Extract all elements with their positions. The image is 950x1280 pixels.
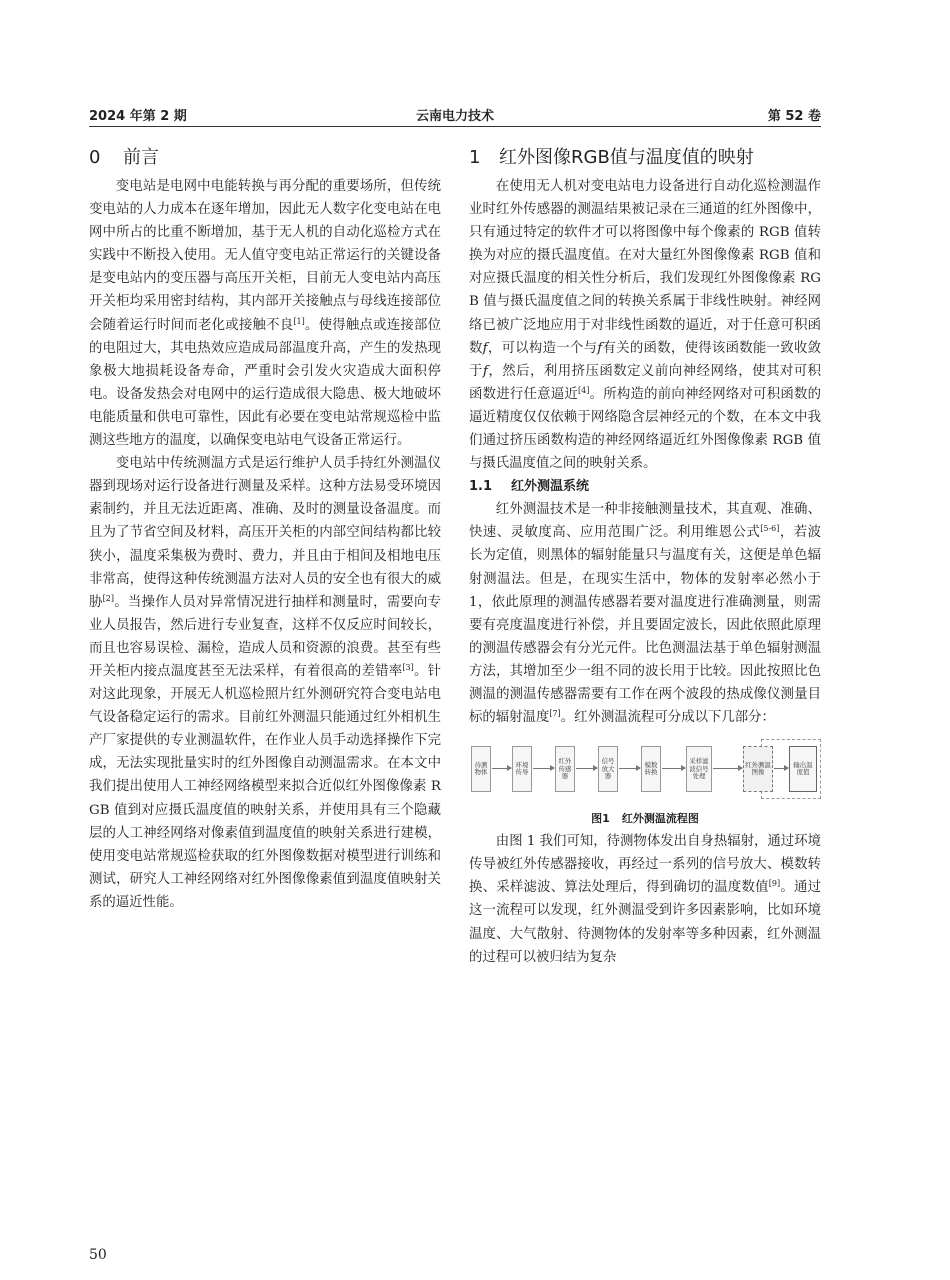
subsection-title: 红外测温系统 (511, 479, 590, 495)
section-number: 0 (89, 147, 101, 168)
citation: [9] (768, 879, 781, 889)
flow-box-image: 红外测温图像 (743, 746, 773, 792)
flow-box-filter: 采样滤波信号处理 (686, 746, 712, 792)
flow-arrow (662, 768, 685, 769)
subsection-1-1-heading (469, 475, 821, 498)
left-column (89, 140, 441, 914)
flow-arrow (533, 768, 554, 769)
flow-box-output: 输出温度值 (789, 746, 817, 792)
section-title: 红外图像RGB值与温度值的映射 (499, 147, 754, 168)
paragraph: 由图 1 我们可知，待测物体发出自身热辐射，通过环境传导被红外传感器接收，再经过一系列的信号放大、模数转换、采样滤波、算法处理后，得到确切的温度数值[9]。通过这一流程可以发现，红外测温受到许多因素影响，比如环境温度、大气散射、待测物体的发射率等多种因素，红外测温的过程可以被归结为复杂 (469, 834, 822, 965)
header-divider (89, 126, 821, 127)
citation: [1] (293, 316, 305, 326)
paragraph: 变电站是电网中电能转换与再分配的重要场所，但传统变电站的人力成本在逐年增加，因此无人数字化变电站在电网中所占的比重不断增加，基于无人机的自动化巡检方式在实践中不断投入使用。无人值守变电站正常运行的关键设备是变电站内的变压器与高压开关柜，目前无人变电站内高压开关柜均采用密封结构，其内部开关接触点与母线连接部位会随着运行时间而老化或接触不良[1]。使得触点或连接部位的电阻过大，其电热效应造成局部温度升高，产生的发热现象极大地损耗设备寿命，严重时会引发火灾造成大面积停电。设备发热会对电网中的运行造成很大隐患、极大地破坏电能质量和供电可靠性，因此有必要在变电站常规巡检中监测这些地方的温度，以确保变电站电气设备正常运行。 (89, 179, 442, 449)
citation: [2] (102, 593, 114, 603)
citation: [4] (578, 385, 590, 395)
citation: [5-6] (760, 524, 780, 534)
flow-box-environment: 环境传导 (512, 746, 532, 792)
flow-box-amplifier: 信号放大器 (598, 746, 618, 792)
figure-label: 图1 (591, 812, 610, 826)
section-number: 1 (469, 147, 481, 168)
figure-caption (469, 808, 821, 830)
flow-arrow (576, 768, 597, 769)
section-1-heading (469, 140, 821, 175)
journal-name: 云南电力技术 (415, 109, 494, 124)
flow-box-object: 待测物体 (471, 746, 491, 792)
running-header (89, 103, 821, 125)
flow-box-adc: 模数转换 (641, 746, 661, 792)
journal-volume: 第 52 卷 (767, 109, 821, 124)
flow-arrow (619, 768, 640, 769)
subsection-number: 1.1 (469, 479, 493, 495)
right-column (469, 140, 821, 969)
page-number: 50 (89, 1247, 107, 1263)
flow-box-sensor: 红外传感器 (555, 746, 575, 792)
paragraph: 在使用无人机对变电站电力设备进行自动化巡检测温作业时红外传感器的测温结果被记录在三通道的红外图像中，只有通过特定的软件才可以将图像中每个像素的 RGB 值转换为对应的摄氏温度值。在对大量红外图像像素 RGB 值和对应摄氏温度的相关性分析后，我们发现红外图像像素 RGB 值与摄氏温度值之间的转换关系属于非线性映射。神经网络已被广泛地应用于对非线性函数的逼近，对于任意可积函数f，可以构造一个与f有关的函数，使得该函数能一致收敛于f，然后，利用挤压函数定义前向神经网络，使其对可积函数进行任意逼近[4]。所构造的前向神经网络对可积函数的逼近精度仅仅依赖于网络隐含层神经元的个数，在本文中我们通过挤压函数构造的神经网络逼近红外图像像素 RGB 值与摄氏温度值之间的映射关系。 (469, 179, 822, 472)
paragraph: 红外测温技术是一种非接触测量技术，其直观、准确、快速、灵敏度高、应用范围广泛。利用维恩公式[5-6]，若波长为定值，则黑体的辐射能量只与温度有关，这便是单色辐射测温法。但是，在现实生活中，物体的发射率必然小于 1，依此原理的测温传感器若要对温度进行准确测量，则需要有亮度温度进行补偿，并且要固定波长，因此依照此原理的测温传感器会有分光元件。比色测温法基于单色辐射测温方法，其增加至少一组不同的波长用于比较。因此按照比色测温的测温传感器需要有工作在两个波段的热成像仪测量目标的辐射温度[7]。红外测温流程可分成以下几部分： (469, 502, 821, 726)
section-title: 前言 (123, 147, 159, 168)
flow-chart-figure (469, 738, 821, 808)
flow-arrow (774, 768, 788, 769)
journal-issue: 2024 年第 2 期 (89, 109, 187, 124)
citation: [7] (549, 709, 561, 719)
flow-arrow (492, 768, 511, 769)
section-0-heading (89, 140, 441, 175)
citation: [3] (402, 662, 414, 672)
figure-title: 红外测温流程图 (621, 812, 699, 826)
flow-arrow (713, 768, 742, 769)
paragraph: 变电站中传统测温方式是运行维护人员手持红外测温仪器到现场对运行设备进行测量及采样。这种方法易受环境因素制约，并且无法近距离、准确、及时的测量设备温度。而且为了节省空间及材料，高压开关柜的内部空间结构都比较狭小，温度采集极为费时、费力，并且由于相间及相地电压非常高，使得这种传统测温方法对人员的安全也有很大的威胁[2]。当操作人员对异常情况进行抽样和测量时，需要向专业人员报告，然后进行专业复查，这样不仅反应时间较长，而且也容易误检、漏检，造成人员和资源的浪费。甚至有些开关柜内接点温度甚至无法采样，有着很高的差错率[3]。针对这此现象，开展无人机巡检照片红外测研究符合变电站电气设备稳定运行的需求。目前红外测温只能通过红外相机生产厂家提供的专业测温软件，在作业人员手动选择操作下完成，无法实现批量实时的红外图像自动测温需求。在本文中我们提出使用人工神经网络模型来拟合近似红外图像像素 RGB 值到对应摄氏温度值的映射关系，并使用具有三个隐藏层的人工神经网络对像素值到温度值的映射关系进行建模，使用变电站常规巡检获取的红外图像数据对模型进行训练和测试，研究人工神经网络对红外图像像素值到温度值映射关系的逼近性能。 (89, 456, 442, 910)
